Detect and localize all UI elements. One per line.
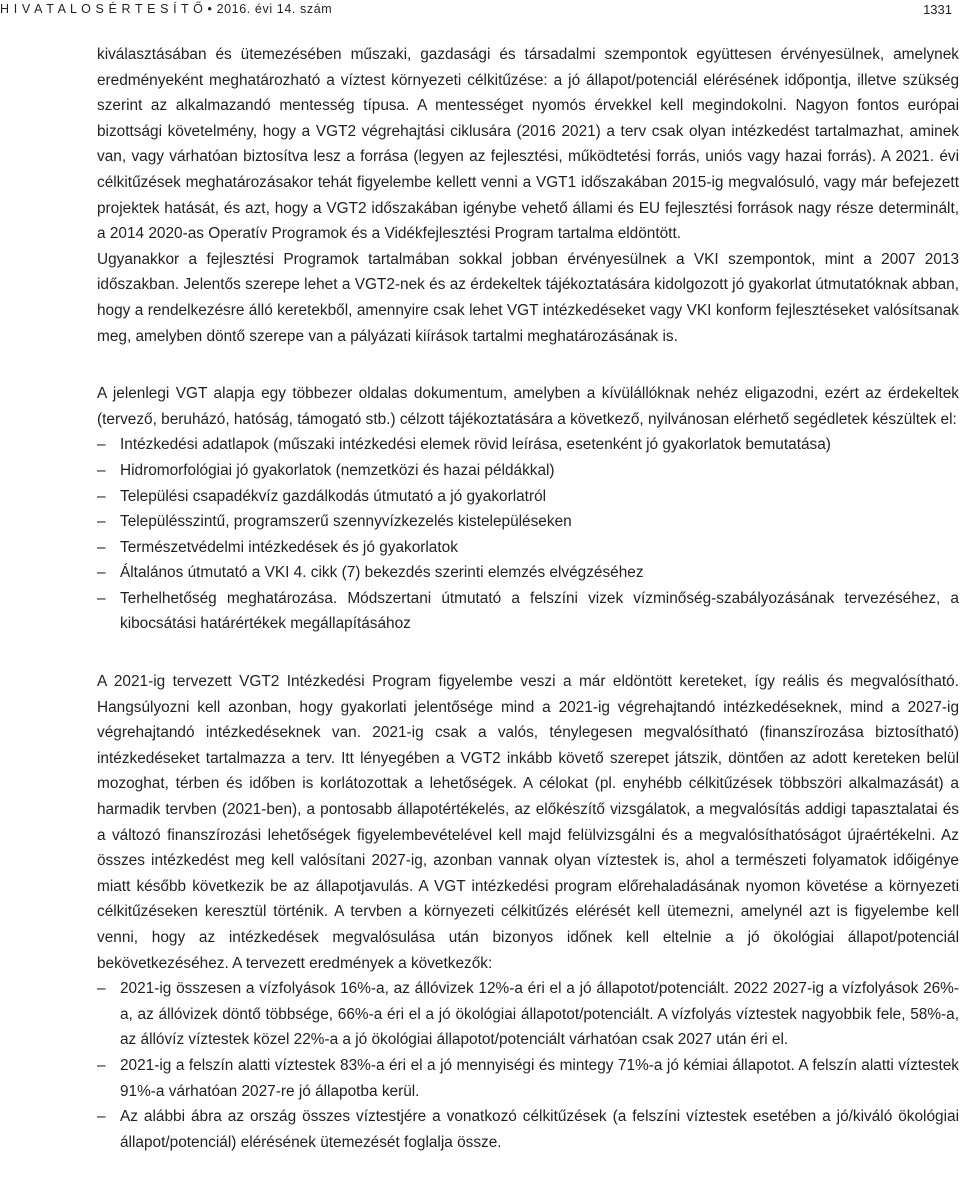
paragraph-programs: Ugyanakkor a fejlesztési Programok tartalmában sokkal jobban érvényesülnek a VKI szempontok, mint a 2007 2013 időszakban. Jelentős szerepe lehet a VGT2-nek és az érdekeltek tájékoztatására kidolgozott jó gyakorlat útmutatóknak abban, hogy a rendelkezésre álló keretekből, amennyire csak lehet VGT intézkedéseket vagy VKI konform fejlesztéseket valósítsanak meg, amelyben döntő szerepe van a pályázati kiírások tartalmi meghatározásának is. (97, 250, 959, 345)
paragraph-guides-intro: A jelenlegi VGT alapja egy többezer oldalas dokumentum, amelyben a kívülállóknak nehéz eligazodni, ezért az érdekeltek (tervező, beruházó, hatóság, támogató stb.) célzott tájékoztatására a következő, nyilvánosan elérhető segédletek készültek el: (97, 385, 959, 428)
list-item: – 2021-ig összesen a vízfolyások 16%-a, az állóvizek 12%-a éri el a jó állapotot/potenciált. 2022 2027-ig a vízfolyások 26%-a, az állóvizek döntő többsége, 66%-a éri el a jó ökológiai állapotot/potenciált. A vízfolyás víztestek nagyobbik fele, 58%-a, az állóvíz víztestek közel 22%-a a jó ökológiai állapotot/potenciált várhatóan csak 2027 után éri el. (97, 976, 959, 1053)
page-header (0, 0, 960, 30)
list-item: – Terhelhetőség meghatározása. Módszertani útmutató a felszíni vizek vízminőség-szabályozásának tervezéséhez, a kibocsátási határértékek megállapításához (97, 586, 959, 637)
paragraph-intro: kiválasztásában és ütemezésében műszaki, gazdasági és társadalmi szempontok együttesen érvényesülnek, amelynek eredményeként meghatározható a víztest környezeti célkitűzése: a jó állapot/potenciál elérésének időpontja, illetve szükség szerint az alkalmazandó mentesség típusa. A mentességet nyomós érvekkel kell megindokolni. Nagyon fontos európai bizottsági követelmény, hogy a VGT2 végrehajtási ciklusára (2016 2021) a terv csak olyan intézkedést tartalmazhat, aminek van, vagy várhatóan biztosítva lesz a forrása (legyen az fejlesztési, működtetési forrás, uniós vagy hazai forrás). A 2021. évi célkitűzések meghatározásakor tehát figyelembe kellett venni a VGT1 időszakában 2015-ig megvalósuló, vagy már befejezett projektek hatását, és azt, hogy a VGT2 időszakában igénybe vehető állami és EU fejlesztési források nagy része determinált, a 2014 2020-as Operatív Programok és a Vidékfejlesztési Program tartalma eldöntött. (97, 46, 959, 243)
list-item: – Általános útmutató a VKI 4. cikk (7) bekezdés szerinti elemzés elvégzéséhez (97, 560, 959, 586)
guides-list (97, 432, 959, 637)
document-body (97, 42, 959, 1155)
list-item: – Intézkedési adatlapok (műszaki intézkedési elemek rövid leírása, esetenként jó gyakorlatok bemutatása) (97, 432, 959, 458)
list-item: – Az alábbi ábra az ország összes víztestjére a vonatkozó célkitűzések (a felszíni víztestek esetében a jó/kiváló ökológiai állapot/potenciál) elérésének ütemezését foglalja össze. (97, 1104, 959, 1155)
list-item: – Településszintű, programszerű szennyvízkezelés kistelepüléseken (97, 509, 959, 535)
paragraph-action-program: A 2021-ig tervezett VGT2 Intézkedési Program figyelembe veszi a már eldöntött kereteket, így reális és megvalósítható. Hangsúlyozni kell azonban, hogy gyakorlati jelentősége mind a 2021-ig végrehajtandó intézkedéseknek, mind a 2027-ig végrehajtandó intézkedéseknek van. 2021-ig csak a valós, ténylegesen megvalósítható (finanszírozása biztosítható) intézkedéseket tartalmazza a terv. Itt lényegében a VGT2 inkább követő szerepet játszik, döntően az adott kereteken belül mozoghat, térben és időben is korlátozottak a lehetőségek. A célokat (pl. enyhébb célkitűzések többszöri alkalmazását) a harmadik tervben (2021-ben), a pontosabb állapotértékelés, az előkészítő vizsgálatok, a megvalósítás addigi tapasztalatai és a változó finanszírozási lehetőségek figyelembevételével kell majd felülvizsgálni és a megvalósíthatóságot újraértékelni. Az összes intézkedést meg kell valósítani 2027-ig, azonban vannak olyan víztestek is, ahol a természeti folyamatok időigénye miatt később következik be az állapotjavulás. A VGT intézkedési program előrehaladásának nyomon követése a környezeti célkitűzéseken keresztül történik. A tervben a környezeti célkitűzés elérését kell ütemezni, amelynél azt is figyelembe kell venni, hogy az intézkedések megvalósulása után bizonyos időnek kell eltelnie a jó ökológiai állapot/potenciál bekövetkezéséhez. A tervezett eredmények a következők: (97, 673, 959, 972)
running-header-title: H I V A T A L O S É R T E S Í T Ő • 2016. évi 14. szám (0, 2, 333, 16)
results-list (97, 976, 959, 1155)
list-item: – Hidromorfológiai jó gyakorlatok (nemzetközi és hazai példákkal) (97, 458, 959, 484)
paragraph-gap (97, 637, 959, 669)
page-number: 1331 (923, 2, 952, 17)
list-item: – 2021-ig a felszín alatti víztestek 83%-a éri el a jó mennyiségi és mintegy 71%-a jó kémiai állapotot. A felszín alatti víztestek 91%-a várhatóan 2027-re jó állapotba kerül. (97, 1053, 959, 1104)
list-item: – Települési csapadékvíz gazdálkodás útmutató a jó gyakorlatról (97, 484, 959, 510)
paragraph-gap (97, 349, 959, 381)
list-item: – Természetvédelmi intézkedések és jó gyakorlatok (97, 535, 959, 561)
